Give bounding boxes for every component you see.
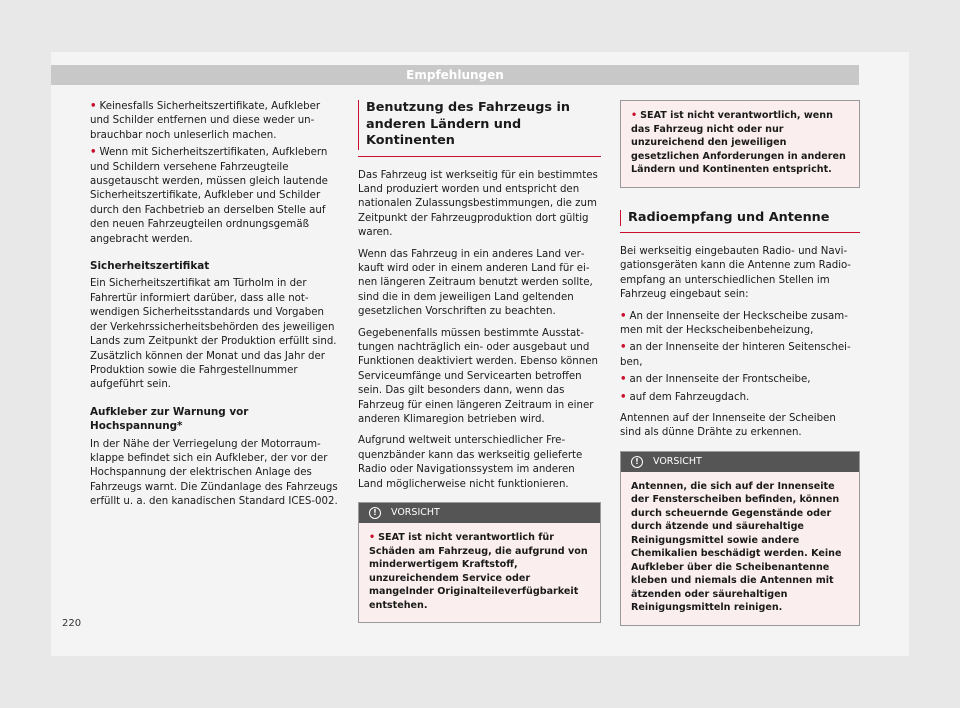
paragraph: Das Fahrzeug ist werkseitig für ein bestimmtes Land produziert worden und entspricht den nationalen Zulassungsbestimmungen, die zum Zeitpunkt der Fahrzeugproduktion dort gültig waren. bbox=[358, 169, 598, 239]
warning-header bbox=[621, 452, 859, 472]
warning-box bbox=[358, 502, 601, 623]
section-title-ausland: Benutzung des Fahrzeugs in anderen Ländern und Kontinenten bbox=[358, 100, 601, 157]
bullet-icon: • bbox=[620, 342, 627, 354]
bullet-icon: • bbox=[90, 147, 97, 159]
warning-info-icon: ! bbox=[631, 456, 643, 468]
list-item: • auf dem Fahrzeugdach. bbox=[620, 391, 750, 403]
bullet-icon: • bbox=[369, 532, 376, 544]
column-right bbox=[620, 100, 860, 626]
warning-label: VORSICHT bbox=[391, 507, 440, 519]
paragraph: In der Nähe der Verriegelung der Motorraumklappe befindet sich ein Aufkleber, der vor der Hochspannung der elektrischen Anlage des Fahrzeugs warnt. Die Zündanlage des Fahrzeugs erfüllt u. a. den kanadischen Standard ICES-002. bbox=[90, 438, 338, 508]
warning-header bbox=[359, 503, 600, 523]
bullet-icon: • bbox=[90, 101, 97, 112]
warning-info-icon: ! bbox=[369, 507, 381, 519]
heading-sicherheitszertifikat: Sicherheitszertifikat bbox=[90, 260, 210, 273]
list-item: • an der Innenseite der Frontscheibe, bbox=[620, 374, 811, 386]
bullet-icon: • bbox=[620, 310, 627, 322]
note-text: • SEAT ist nicht verantwortlich, wenn das Fahrzeug nicht oder nur unzureichend den jeweiligen gesetzlichen Anforderungen in anderen Ländern und Kontinenten entspricht. bbox=[631, 110, 846, 175]
list-item: • An der Innenseite der Heckscheibe zusammen mit der Heckscheibenbeheizung, bbox=[620, 310, 848, 337]
warning-box bbox=[620, 451, 860, 626]
paragraph: Bei werkseitig eingebauten Radio- und Navigationsgeräten kann die Antenne zum Radioempfang an unterschiedlichen Stellen im Fahrzeug eingebaut sein: bbox=[620, 246, 851, 301]
paragraph: Aufgrund weltweit unterschiedlicher Frequenzbänder kann das werkseitig gelieferte Radio oder Navigationssystem im anderen Land möglicherweise nicht funktionieren. bbox=[358, 435, 583, 490]
column-middle bbox=[358, 100, 601, 623]
paragraph: Ein Sicherheitszertifikat am Türholm in der Fahrertür informiert darüber, dass alle notwendigen Sicherheitsstandards und Vorgaben der Verkehrssicherheitsbehörden des jeweiligen Lands zum Zeitpunkt der Produktion erfüllt sind. Zusätzlich können der Monat und das Jahr der Produktion sowie die Fahrgestellnummer aufgeführt sein. bbox=[90, 278, 337, 391]
bullet-icon: • bbox=[631, 110, 638, 121]
warning-text: Antennen, die sich auf der Innenseite der Fensterscheiben befinden, können durch scheuernde Gegenstände oder durch ätzende und säurehaltige Reinigungsmittel sowie andere Chemikalien beschädigt werden. Keine Aufkleber über die Scheibenantenne kleben und niemals die Antennen mit ätzenden oder säurehaltigen Reinigungsmitteln reinigen. bbox=[631, 480, 842, 614]
bullet-icon: • bbox=[620, 391, 627, 403]
page-number: 220 bbox=[62, 618, 82, 629]
list-item: • an der Innenseite der hinteren Seitenscheiben, bbox=[620, 342, 851, 368]
warning-label: VORSICHT bbox=[653, 455, 702, 467]
list-item: • Keinesfalls Sicherheitszertifikate, Aufkleber und Schilder entfernen und diese weder unbrauchbar noch unleserlich machen. bbox=[90, 101, 321, 141]
paragraph: Antennen auf der Innenseite der Scheiben sind als dünne Drähte zu erkennen. bbox=[620, 413, 836, 439]
list-item: • Wenn mit Sicherheitszertifikaten, Aufklebern und Schildern versehene Fahrzeugteile ausgetauscht werden, müssen gleich lautende Sicherheitszertifikate, Aufkleber und Schilder durch den Fachbetrieb an derselben Stelle auf den neuen Fahrzeugteilen ordnungsgemäß angebracht werden. bbox=[90, 147, 328, 245]
column-left bbox=[90, 100, 340, 517]
page-header: Empfehlungen bbox=[51, 65, 859, 85]
paragraph: Wenn das Fahrzeug in ein anderes Land verkauft wird oder in einem anderen Land für einen längeren Zeitraum benutzt werden sollte, sind die in dem jeweiligen Land geltenden gesetzlichen Vorschriften zu beachten. bbox=[358, 248, 593, 318]
section-title-radio: Radioempfang und Antenne bbox=[620, 210, 860, 234]
heading-hochspannung: Aufkleber zur Warnung vor Hochspannung* bbox=[90, 405, 249, 433]
paragraph: Gegebenenfalls müssen bestimmte Ausstattungen nachträglich ein- oder ausgebaut und Funktionen deaktiviert werden. Ebenso können Serviceumfänge und Servicearten betroffen sein. Das gilt besonders dann, wenn das Fahrzeug für einen längeren Zeitraum in einer anderen Klimaregion betrieben wird. bbox=[358, 327, 598, 425]
note-box bbox=[620, 100, 860, 188]
warning-text: • SEAT ist nicht verantwortlich für Schäden am Fahrzeug, die aufgrund von minderwertigem Kraftstoff, unzureichendem Service oder mangelnder Originalteileverfügbarkeit entstehen. bbox=[369, 532, 588, 611]
bullet-icon: • bbox=[620, 374, 627, 386]
